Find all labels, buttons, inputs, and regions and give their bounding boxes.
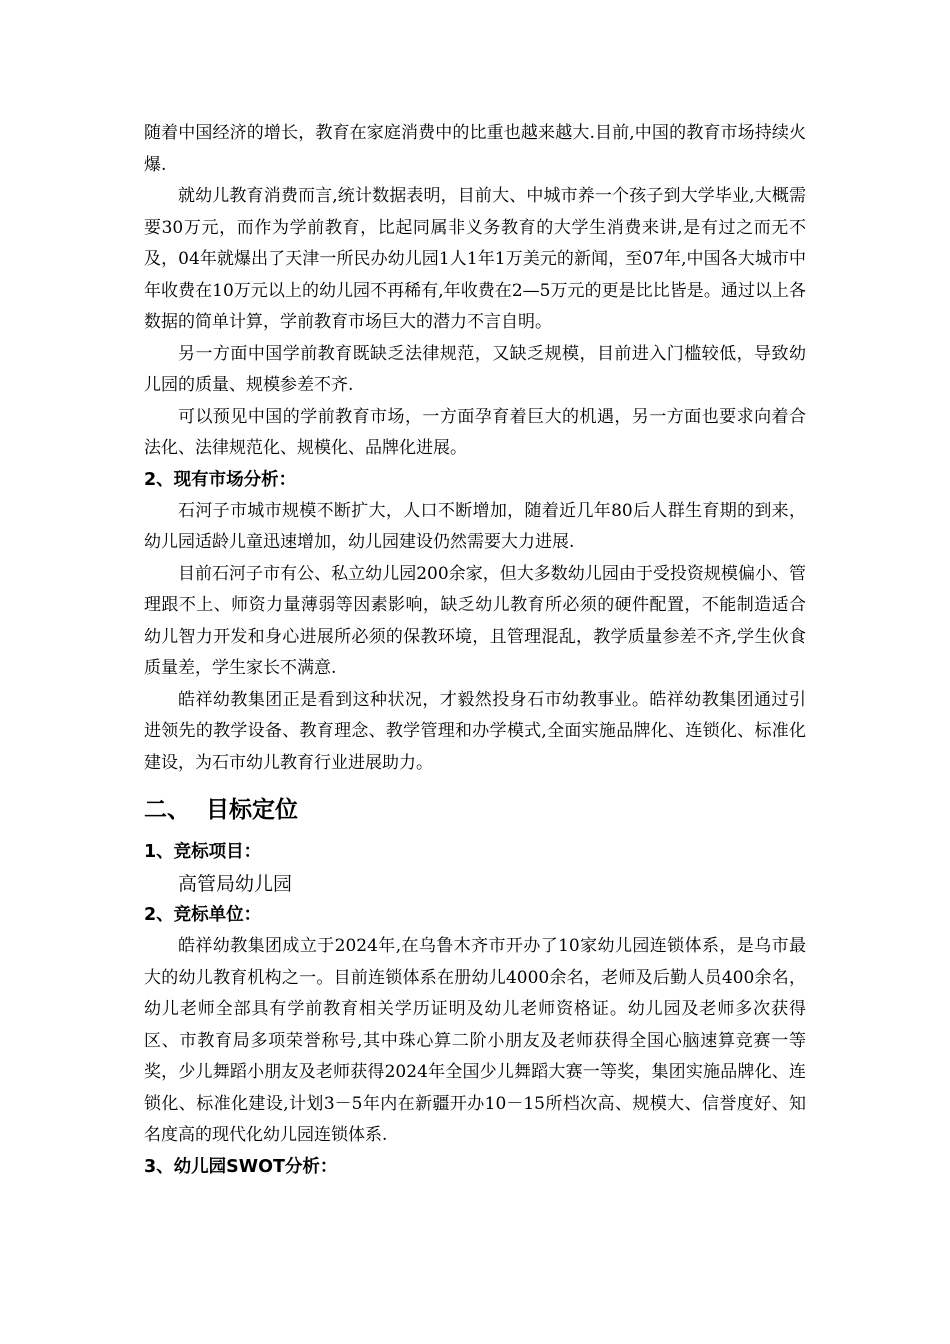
heading-bid-project: 1、竞标项目： [144, 842, 262, 862]
paragraph-regulation-lack: 另一方面中国学前教育既缺乏法律规范，又缺乏规模，目前进入门槛较低，导致幼儿园的质量、规模参差不齐. [144, 343, 806, 395]
paragraph-preschool-consumption: 就幼儿教育消费而言,统计数据表明，目前大、中城市养一个孩子到大学毕业,大概需要30万元，而作为学前教育，比起同属非义务教育的大学生消费来讲,是有过之而无不及，04年就爆出了天津一所民办幼儿园1人1年1万美元的新闻，至07年,中国各大城市中年收费在10万元以上的幼儿园不再稀有,年收费在2—5万元的更是比比皆是。通过以上各数据的简单计算，学前教育市场巨大的潜力不言自明。 [144, 186, 806, 332]
heading-current-market: 2、现有市场分析： [144, 469, 297, 490]
section-number: 二、 [144, 797, 190, 823]
paragraph-education-market: 随着中国经济的增长，教育在家庭消费中的比重也越来越大.目前,中国的教育市场持续火爆. [144, 123, 806, 175]
paragraph-market-outlook: 可以预见中国的学前教育市场，一方面孕育着巨大的机遇，另一方面也要求向着合法化、法律规范化、规模化、品牌化进展。 [144, 406, 806, 458]
section-heading-target [144, 793, 806, 827]
heading-swot: 3、幼儿园SWOT分析： [144, 1156, 338, 1177]
paragraph-group-entry: 皓祥幼教集团正是看到这种状况，才毅然投身石市幼教事业。皓祥幼教集团通过引进领先的教学设备、教育理念、教学管理和办学模式,全面实施品牌化、连锁化、标准化建设，为石市幼儿教育行业进展助力。 [144, 689, 806, 773]
document-page [144, 118, 806, 1183]
paragraph-kindergarten-status: 目前石河子市有公、私立幼儿园200余家，但大多数幼儿园由于受投资规模偏小、管理跟不上、师资力量薄弱等因素影响，缺乏幼儿教育所必须的硬件配置，不能制造适合幼儿智力开发和身心进展所必须的保教环境，且管理混乱，教学质量参差不齐,学生伙食质量差，学生家长不满意. [144, 563, 806, 678]
paragraph-group-profile: 皓祥幼教集团成立于2024年,在乌鲁木齐市开办了10家幼儿园连锁体系，是乌市最大的幼儿教育机构之一。目前连锁体系在册幼儿4000余名，老师及后勤人员400余名，幼儿老师全部具有学前教育相关学历证明及幼儿老师资格证。幼儿园及老师多次获得区、市教育局多项荣誉称号,其中珠心算二阶小朋友及老师获得全国心脑速算竞赛一等奖，少儿舞蹈小朋友及老师获得2024年全国少儿舞蹈大赛一等奖，集团实施品牌化、连锁化、标准化建设,计划3－5年内在新疆开办10－15所档次高、规模大、信誉度好、知名度高的现代化幼儿园连锁体系. [144, 936, 806, 1145]
heading-bid-unit: 2、竞标单位： [144, 905, 262, 925]
section-title: 目标定位 [206, 797, 298, 823]
bid-project-name: 高管局幼儿园 [178, 873, 293, 895]
paragraph-city-growth: 石河子市城市规模不断扩大，人口不断增加，随着近几年80后人群生育期的到来，幼儿园适龄儿童迅速增加，幼儿园建设仍然需要大力进展. [144, 500, 806, 552]
